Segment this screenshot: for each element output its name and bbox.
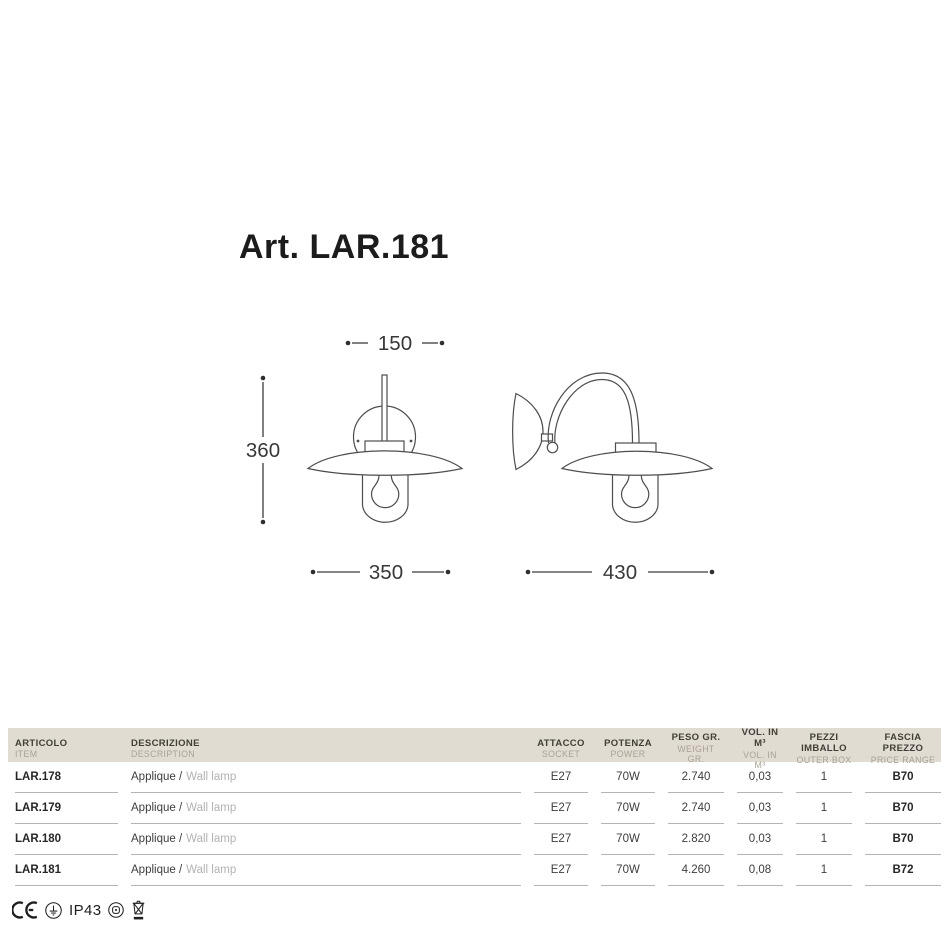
cell-fascia: B72	[865, 855, 941, 886]
cell-attacco: E27	[534, 762, 588, 793]
header-fascia-en: PRICE RANGE	[870, 754, 936, 765]
page-title: Art. LAR.181	[239, 228, 450, 266]
header-articolo	[15, 739, 118, 760]
cell-vol: 0,03	[737, 762, 783, 793]
table-row	[8, 824, 941, 855]
cell-attacco: E27	[534, 793, 588, 824]
cell-descrizione	[131, 855, 521, 886]
description-it: Applique /	[131, 833, 183, 845]
spec-table	[8, 728, 941, 886]
cell-articolo: LAR.180	[15, 824, 118, 855]
header-pezzi	[796, 733, 852, 765]
header-articolo-en: ITEM	[15, 749, 38, 760]
cell-pezzi: 1	[796, 855, 852, 886]
cell-descrizione	[131, 793, 521, 824]
header-vol-it: VOL. IN M³	[741, 727, 779, 749]
cell-pezzi: 1	[796, 762, 852, 793]
bulb-side	[622, 476, 649, 508]
description-en: Wall lamp	[186, 802, 237, 814]
header-attacco-en: SOCKET	[541, 749, 581, 760]
cell-vol: 0,08	[737, 855, 783, 886]
header-pezzi-it: PEZZI IMBALLO	[801, 732, 847, 754]
cell-potenza: 70W	[601, 793, 655, 824]
cell-descrizione	[131, 824, 521, 855]
arm-outer-curve	[548, 373, 639, 443]
header-descrizione-it: DESCRIZIONE	[131, 737, 200, 749]
class1-earth-icon	[45, 902, 62, 919]
cell-articolo: LAR.179	[15, 793, 118, 824]
header-pezzi-en: OUTER BOX	[796, 754, 852, 765]
dim-label-150: 150	[377, 332, 413, 355]
cell-pezzi: 1	[796, 793, 852, 824]
header-peso-en: WEIGHT GR.	[677, 744, 715, 765]
header-attacco	[534, 739, 588, 760]
table-header	[8, 727, 941, 770]
cell-peso: 2.740	[668, 793, 724, 824]
cell-potenza: 70W	[601, 762, 655, 793]
cell-pezzi: 1	[796, 824, 852, 855]
cell-peso: 4.260	[668, 855, 724, 886]
header-descrizione	[131, 739, 521, 760]
header-descrizione-en: DESCRIPTION	[131, 749, 195, 760]
table-row	[8, 793, 941, 824]
description-it: Applique /	[131, 771, 183, 783]
cell-potenza: 70W	[601, 824, 655, 855]
connector-side	[542, 434, 553, 441]
cell-articolo: LAR.181	[15, 855, 118, 886]
shade-side	[562, 451, 712, 475]
certification-icons	[12, 896, 147, 924]
header-potenza	[601, 739, 655, 760]
dim-label-360: 360	[245, 439, 281, 462]
cell-fascia: B70	[865, 824, 941, 855]
side-view	[513, 373, 712, 522]
cell-articolo: LAR.178	[15, 762, 118, 793]
header-fascia-it: FASCIA PREZZO	[882, 732, 924, 754]
header-attacco-it: ATTACCO	[537, 737, 585, 749]
bulb-front	[372, 476, 399, 508]
description-it: Applique /	[131, 864, 183, 876]
cell-descrizione	[131, 762, 521, 793]
header-potenza-en: POWER	[610, 749, 646, 760]
header-fascia	[865, 733, 941, 765]
cell-attacco: E27	[534, 824, 588, 855]
glass-front	[363, 476, 409, 523]
cell-peso: 2.740	[668, 762, 724, 793]
description-en: Wall lamp	[186, 833, 237, 845]
certification-mark-icon	[108, 902, 124, 918]
joint-ball-side	[547, 442, 557, 452]
stem-front	[382, 375, 387, 442]
cell-vol: 0,03	[737, 824, 783, 855]
header-peso	[668, 733, 724, 764]
cell-attacco: E27	[534, 855, 588, 886]
description-en: Wall lamp	[186, 864, 237, 876]
description-it: Applique /	[131, 802, 183, 814]
cell-potenza: 70W	[601, 855, 655, 886]
cell-vol: 0,03	[737, 793, 783, 824]
cell-fascia: B70	[865, 762, 941, 793]
ip-rating-label: IP43	[69, 901, 102, 919]
glass-side	[613, 476, 659, 523]
header-vol-en: VOL. IN M³	[743, 749, 777, 770]
dim-label-430: 430	[602, 561, 638, 584]
header-potenza-it: POTENZA	[604, 737, 652, 749]
technical-drawing	[230, 320, 730, 600]
ce-mark-icon	[12, 901, 39, 919]
wall-plate-side	[513, 394, 543, 470]
cell-fascia: B70	[865, 793, 941, 824]
cell-peso: 2.820	[668, 824, 724, 855]
front-view	[308, 375, 462, 522]
weee-crossed-bin-icon	[130, 898, 147, 923]
header-peso-it: PESO GR.	[671, 732, 721, 744]
dim-label-350: 350	[368, 561, 404, 584]
screw-dot-right	[410, 440, 413, 443]
table-row	[8, 762, 941, 793]
description-en: Wall lamp	[186, 771, 237, 783]
header-articolo-it: ARTICOLO	[15, 737, 68, 749]
table-row	[8, 855, 941, 886]
screw-dot-left	[357, 440, 360, 443]
shade-front	[308, 451, 462, 475]
